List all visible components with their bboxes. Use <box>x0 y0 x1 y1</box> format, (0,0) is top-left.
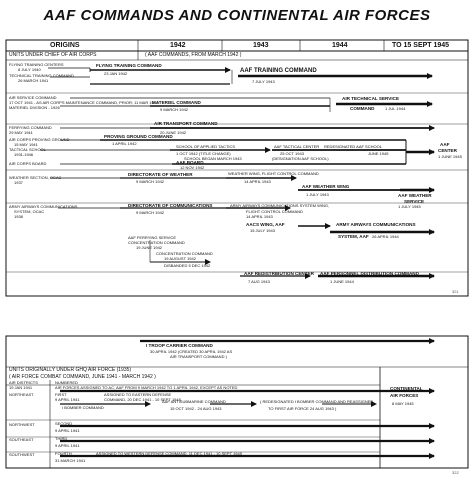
origin-comms: ARMY AIRWAYS COMMUNICATIONS <box>9 204 78 209</box>
aaf-tactical-center: AAF TACTICAL CENTER <box>274 144 320 149</box>
col-numbered: NUMBERED <box>55 380 78 385</box>
af-second-date: 9 APRIL 1941 <box>55 428 80 433</box>
aaf-weather-wing-date: 1 JULY 1943 <box>306 192 329 197</box>
origin-ferrying-date: 29 MAY 1941 <box>9 130 33 135</box>
af-fourth-date: 31 MARCH 1941 <box>55 458 86 463</box>
page-number-1: 321 <box>452 289 459 294</box>
school-applied-tactics-date: 1 OCT 1942 (TITLE CHANGE) <box>176 151 231 156</box>
air-technical-service-command: AIR TECHNICAL SERVICE <box>342 96 400 101</box>
aaf-ferrying-service-sub: CONCENTRATION COMMAND <box>128 240 185 245</box>
header-origins: ORIGINS <box>50 42 80 49</box>
aaf-tactical-center-date: 25 OCT 1943 <box>280 151 304 156</box>
aacs-wing-aaf-date: 15 JULY 1943 <box>250 228 275 233</box>
origin-ferrying: FERRYING COMMAND <box>9 125 52 130</box>
origin-flying-centers-date: 8 JULY 1940 <box>18 67 41 72</box>
flight-control-command-date: 14 APRIL 1943 <box>246 214 273 219</box>
flying-training-command-date: 23 JAN 1942 <box>104 71 128 76</box>
air-transport-command-date: 20 JUNE 1942 <box>160 130 187 135</box>
origin-air-service-note: 17 OCT 1941 - AS AIR CORPS MAINTENANCE COMMAND, PRIOR; 11 MAR 1941 <box>9 100 159 105</box>
af-second: SECOND <box>55 421 73 426</box>
aaf-training-command: AAF TRAINING COMMAND <box>240 68 317 74</box>
af-third: THIRD <box>55 436 68 441</box>
air-technical-service-sub: COMMAND <box>350 106 375 111</box>
aacs-system-date: 26 APRIL 1944 <box>372 234 399 239</box>
aacs-wing-aaf: AACS WING, AAF <box>246 222 285 227</box>
antisubmarine-command: AAF ANTISUBMARINE COMMAND <box>162 399 226 404</box>
page-number-2: 322 <box>452 470 459 475</box>
origin-tactical-date: 1931-1946 <box>14 152 34 157</box>
header-1945: TO 15 SEPT 1945 <box>392 42 450 49</box>
aaf-personnel-distribution-date: 1 JUNE 1944 <box>330 279 354 284</box>
origin-weather: WEATHER SECTION, OCAC <box>9 175 62 180</box>
header-1944: 1944 <box>332 42 348 49</box>
origin-materiel: MATERIEL DIVISION - 1926 <box>9 105 60 110</box>
page-title: AAF COMMANDS AND CONTINENTAL AIR FORCES <box>43 7 431 24</box>
af-fourth: FOURTH <box>55 451 72 456</box>
district-northwest: NORTHWEST <box>9 422 35 427</box>
origin-weather-date: 1937 <box>14 180 23 185</box>
weather-wing-flight-control: WEATHER WING, FLIGHT CONTROL COMMAND <box>228 171 319 176</box>
col-air-districts: AIR DISTRICTS <box>9 380 38 385</box>
aaf-training-command-date: 7 JULY 1943 <box>252 79 275 84</box>
air-force-combat-command: ( AIR FORCE COMBAT COMMAND, JUNE 1941 - MARCH 1942 ) <box>9 374 156 380</box>
materiel-command: MATERIEL COMMAND <box>152 100 201 105</box>
redesignated-bomber-note: ( REDESIGNATED I BOMBER COMMAND AND REASSIGNED <box>260 399 374 404</box>
directorate-of-communications-date: 9 MARCH 1942 <box>136 210 165 215</box>
continental-air-forces: CONTINENTAL <box>390 386 423 391</box>
origin-tactical: TACTICAL SCHOOL <box>9 147 46 152</box>
af-third-date: 9 APRIL 1941 <box>55 443 80 448</box>
redesignated-aaf-school: REDESIGNATED AAF SCHOOL <box>324 144 382 149</box>
antisubmarine-date: 15 OCT 1942 - 24 AUG 1943 <box>170 406 222 411</box>
aaf-tactical-center-note: (DESIGNATION AAF SCHOOL) <box>272 156 329 161</box>
units-originally-under-ghq: UNITS ORIGINALLY UNDER GHQ AIR FORCE (1935) <box>9 367 132 373</box>
aaf-redistribution-center: AAF REDISTRIBUTION CENTER <box>244 271 314 276</box>
district-northeast: NORTHEAST <box>9 392 34 397</box>
origin-comms-sub: SYSTEM, OCAC <box>14 209 45 214</box>
directorate-of-communications: DIRECTORATE OF COMMUNICATIONS <box>128 203 213 208</box>
aaf-center-sub: CENTER <box>438 148 457 153</box>
i-bomber-command: I BOMBER COMMAND <box>62 405 104 410</box>
col-air-districts-date: 19 JAN 1941 <box>9 385 33 390</box>
redesignated-bomber-date: TO FIRST AIR FORCE 24 AUG 1943 ) <box>268 406 337 411</box>
origin-flying-centers: FLYING TRAINING CENTERS <box>9 62 64 67</box>
origin-board: AIR CORPS BOARD <box>9 161 47 166</box>
aaf-weather-service-sub: SERVICE <box>404 199 425 204</box>
materiel-command-date: 9 MARCH 1942 <box>160 107 189 112</box>
troop-carrier-date: 30 APRIL 1942 (CREATED 30 APRIL 1942 AS <box>150 349 233 354</box>
header-1943: 1943 <box>253 42 269 49</box>
origin-proving-date: 15 MAY 1941 <box>14 142 38 147</box>
school-applied-tactics: SCHOOL OF APPLIED TACTICS <box>176 144 236 149</box>
aaf-personnel-distribution-command: AAF PERSONNEL DISTRIBUTION COMMAND <box>320 271 419 276</box>
aaf-center-date: 1 JUNE 1945 <box>438 154 462 159</box>
eastern-defense-note: ASSIGNED TO EASTERN DEFENSE <box>104 392 172 397</box>
directorate-of-weather: DIRECTORATE OF WEATHER <box>128 172 193 177</box>
flight-control-command: FLIGHT CONTROL COMMAND <box>246 209 303 214</box>
troop-carrier-command: I TROOP CARRIER COMMAND <box>146 343 213 348</box>
aaf-redistribution-center-date: 7 AUG 1943 <box>248 279 270 284</box>
concentration-command-date: 19 AUGUST 1942 <box>164 256 196 261</box>
district-southeast: SOUTHEAST <box>9 437 34 442</box>
weather-wing-date: 14 APRIL 1943 <box>244 179 271 184</box>
flying-training-command: FLYING TRAINING COMMAND <box>96 63 162 68</box>
aaf-weather-service-date: 1 JULY 1945 <box>398 204 421 209</box>
eastern-defense-date: COMMAND, 20 DEC 1941 - 10 SEPT 1945 <box>104 397 181 402</box>
comms-system-wing: ARMY AIRWAYS COMMUNICATIONS SYSTEM WING, <box>230 203 330 208</box>
header-1942: 1942 <box>170 42 186 49</box>
aacs-system: ARMY AIRWAYS COMMUNICATIONS <box>336 222 416 227</box>
directorate-of-weather-date: 9 MARCH 1942 <box>136 179 165 184</box>
disbanded-note: DISBANDED 5 DEC 1942 <box>164 263 211 268</box>
proving-ground-command: PROVING GROUND COMMAND <box>104 134 173 139</box>
aacs-system-sub: SYSTEM, AAF <box>338 234 369 239</box>
aaf-ferrying-service-date: 19 JUNE 1942 <box>136 245 163 250</box>
district-southwest: SOUTHWEST <box>9 452 35 457</box>
aaf-board-date: 12 NOV 1942 <box>180 165 205 170</box>
aaf-weather-wing: AAF WEATHER WING <box>302 184 350 189</box>
troop-carrier-note: AIR TRANSPORT COMMAND ) <box>170 354 227 359</box>
redesignated-aaf-school-date: JUNE 1945 <box>368 151 389 156</box>
aaf-ferrying-service: AAF FERRYING SERVICE <box>128 235 177 240</box>
proving-ground-command-date: 1 APRIL 1942 <box>112 141 137 146</box>
af-first-date: 9 APRIL 1941 <box>55 397 80 402</box>
air-technical-service-date: 1 JUL 1944 <box>385 106 406 111</box>
continental-air-forces-sub: AIR FORCES <box>390 393 419 398</box>
col-numbered-sub: AIR FORCES ASSIGNED TO AC, AAF FROM 9 MARCH 1942 TO 1 APRIL 1942, EXCEPT AS NOTED <box>55 385 238 390</box>
units-under-label: UNITS UNDER CHIEF OF AIR CORPS <box>9 52 97 58</box>
origin-tech-cmd: TECHNICAL TRAINING COMMAND <box>9 73 74 78</box>
western-defense-note: ASSIGNED TO WESTERN DEFENSE COMMAND, 11 DEC 1941 - 10 SEPT 1945 <box>96 451 242 456</box>
origin-comms-date: 1938 <box>14 214 23 219</box>
continental-air-forces-date: 8 MAY 1945 <box>392 401 414 406</box>
school-applied-tactics-note: SCHOOL BEGAN MARCH 1943 <box>184 156 242 161</box>
chart1-frame <box>6 40 468 296</box>
af-first: FIRST <box>55 392 67 397</box>
aaf-weather-service: AAF WEATHER <box>398 193 432 198</box>
origin-tech-cmd-date: 26 MARCH 1941 <box>18 78 49 83</box>
aaf-center: AAF <box>440 142 450 147</box>
origin-air-service: AIR SERVICE COMMAND <box>9 95 57 100</box>
aaf-board: AAF BOARD <box>176 160 204 165</box>
origin-proving: AIR CORPS PROVING GROUND <box>9 137 70 142</box>
air-transport-command: AIR TRANSPORT COMMAND <box>154 121 218 126</box>
concentration-command: CONCENTRATION COMMAND <box>156 251 213 256</box>
aaf-commands-label: ( AAF COMMANDS, FROM MARCH 1942 ) <box>145 52 242 58</box>
